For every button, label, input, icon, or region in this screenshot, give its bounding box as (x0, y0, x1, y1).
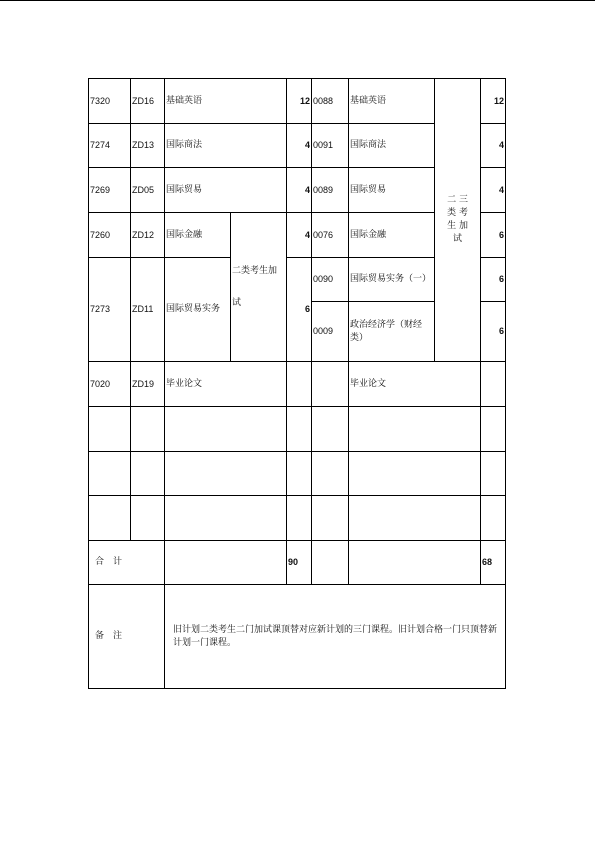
old-course-no: ZD16 (131, 79, 165, 124)
table-row (89, 79, 506, 124)
total-old-credit: 90 (287, 541, 312, 585)
new-course-code: 0076 (312, 213, 349, 258)
table-row (89, 452, 506, 496)
new-group-line: 生 加 (447, 221, 468, 231)
total-row (89, 541, 506, 585)
old-course-name: 毕业论文 (165, 362, 287, 407)
total-new-credit: 68 (481, 541, 506, 585)
new-course-name: 国际贸易实务（一） (349, 258, 435, 302)
new-credit (481, 362, 506, 407)
new-course-code: 0088 (312, 79, 349, 124)
old-course-name: 国际商法 (165, 124, 287, 168)
old-credit: 12 (287, 79, 312, 124)
new-course-name: 基础英语 (349, 79, 435, 124)
new-course-code: 0009 (312, 302, 349, 362)
table-row (89, 496, 506, 541)
new-course-name: 政治经济学（财经类） (349, 302, 435, 362)
old-group-label-text: 二类考生加试 (232, 266, 278, 308)
new-course-name: 国际金融 (349, 213, 435, 258)
old-credit: 6 (287, 258, 312, 362)
course-mapping-table (88, 78, 506, 689)
remark-label: 备 注 (89, 585, 165, 689)
old-course-code: 7269 (89, 168, 131, 213)
old-course-no: ZD19 (131, 362, 165, 407)
old-course-name: 基础英语 (165, 79, 287, 124)
new-group-line: 二 三 (447, 195, 468, 205)
new-credit: 6 (481, 213, 506, 258)
new-group-label (435, 79, 481, 362)
new-course-code: 0089 (312, 168, 349, 213)
new-credit: 12 (481, 79, 506, 124)
old-course-code: 7273 (89, 258, 131, 362)
new-course-code: 0091 (312, 124, 349, 168)
old-course-no: ZD11 (131, 258, 165, 362)
new-course-name: 国际贸易 (349, 168, 435, 213)
old-course-code: 7320 (89, 79, 131, 124)
top-rule (0, 0, 595, 1)
old-course-no: ZD05 (131, 168, 165, 213)
new-credit: 6 (481, 258, 506, 302)
new-course-code: 0090 (312, 258, 349, 302)
old-course-no: ZD12 (131, 213, 165, 258)
new-credit: 6 (481, 302, 506, 362)
new-group-line: 类 考 (447, 208, 468, 218)
old-credit (287, 362, 312, 407)
remark-text: 旧计划二类考生二门加试课顶替对应新计划的三门课程。旧计划合格一门只顶替新计划一门课程。 (165, 585, 506, 689)
old-course-name: 国际金融 (165, 213, 231, 258)
old-course-code: 7274 (89, 124, 131, 168)
old-credit: 4 (287, 124, 312, 168)
total-label: 合 计 (89, 541, 165, 585)
new-credit: 4 (481, 168, 506, 213)
old-course-no: ZD13 (131, 124, 165, 168)
table-row (89, 362, 506, 407)
table-row (89, 407, 506, 452)
old-credit: 4 (287, 168, 312, 213)
new-course-code (312, 362, 349, 407)
old-credit: 4 (287, 213, 312, 258)
old-group-label (231, 213, 287, 362)
new-course-name: 毕业论文 (349, 362, 481, 407)
remark-row (89, 585, 506, 689)
old-course-code: 7260 (89, 213, 131, 258)
new-course-name: 国际商法 (349, 124, 435, 168)
new-group-line: 试 (453, 234, 463, 244)
old-course-name: 国际贸易实务 (165, 258, 231, 362)
old-course-name: 国际贸易 (165, 168, 287, 213)
old-course-code: 7020 (89, 362, 131, 407)
new-credit: 4 (481, 124, 506, 168)
